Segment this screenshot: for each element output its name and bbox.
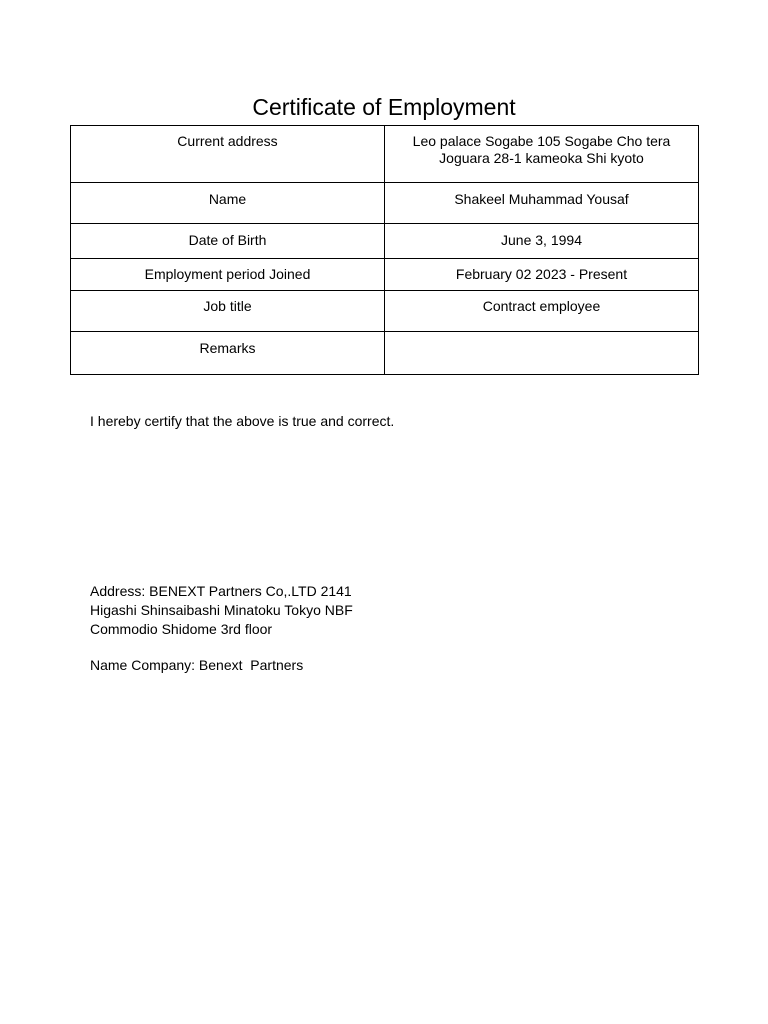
table-row-employment-period <box>71 259 699 291</box>
page-title: Certificate of Employment <box>252 94 516 120</box>
table-row-date-of-birth <box>71 224 699 259</box>
row-label: Name <box>71 183 385 224</box>
row-value-employment-period: February 02 2023 - Present <box>385 259 699 291</box>
certification-statement: I hereby certify that the above is true and correct. <box>90 413 395 429</box>
address-line: Joguara 28-1 kameoka Shi kyoto <box>439 150 644 166</box>
address-line: Leo palace Sogabe 105 Sogabe Cho tera <box>412 133 671 149</box>
company-address-line: Commodio Shidome 3rd floor <box>90 621 273 637</box>
row-value-name: Shakeel Muhammad Yousaf <box>385 183 699 224</box>
row-label: Job title <box>71 291 385 332</box>
table-row-current-address <box>71 126 699 183</box>
company-address <box>90 582 353 639</box>
company-name: Name Company: Benext Partners <box>90 657 304 673</box>
company-address-line: Higashi Shinsaibashi Minatoku Tokyo NBF <box>90 602 353 618</box>
row-label: Date of Birth <box>71 224 385 259</box>
table-row-name <box>71 183 699 224</box>
row-value-job-title: Contract employee <box>385 291 699 332</box>
table-row-remarks <box>71 332 699 375</box>
row-label: Remarks <box>71 332 385 375</box>
row-value-date-of-birth: June 3, 1994 <box>385 224 699 259</box>
row-value-remarks <box>385 332 699 375</box>
employment-info-table <box>70 125 699 375</box>
row-label: Employment period Joined <box>71 259 385 291</box>
table-row-job-title <box>71 291 699 332</box>
row-value-address <box>385 126 699 183</box>
company-address-line: Address: BENEXT Partners Co,.LTD 2141 <box>90 583 352 599</box>
row-label: Current address <box>71 126 385 183</box>
